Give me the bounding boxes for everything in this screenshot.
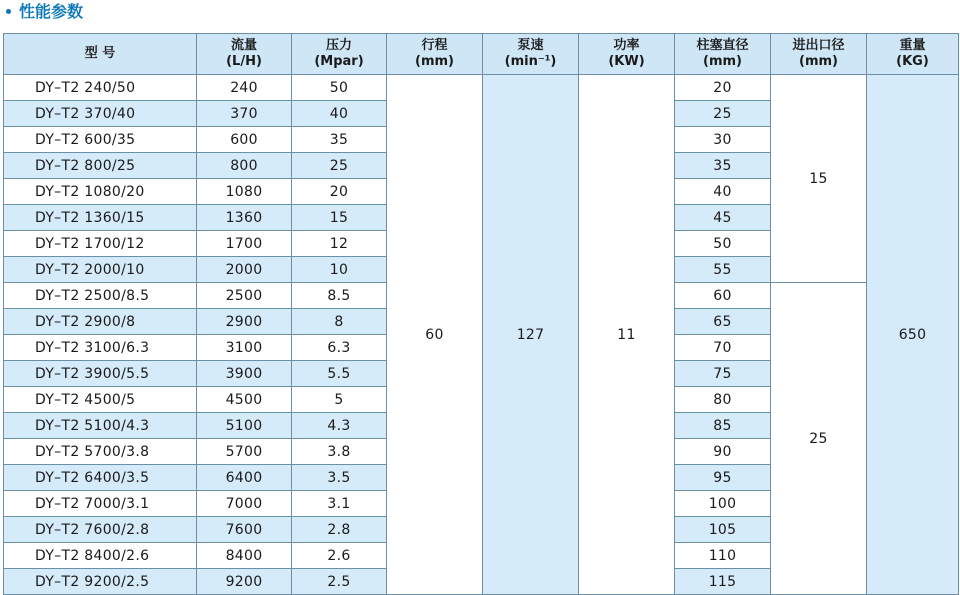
pressure-cell: 3.8: [292, 439, 387, 465]
plunger-cell: 45: [675, 205, 771, 231]
table-row: [4, 75, 959, 101]
header-flow: 流量 (L/H): [197, 34, 292, 75]
pressure-cell: 8: [292, 309, 387, 335]
bullet-dot-icon: [6, 9, 11, 14]
plunger-cell: 50: [675, 231, 771, 257]
model-cell: DY–T2 1700/12: [4, 231, 197, 257]
flow-cell: 1080: [197, 179, 292, 205]
flow-cell: 6400: [197, 465, 292, 491]
plunger-cell: 40: [675, 179, 771, 205]
flow-cell: 5100: [197, 413, 292, 439]
plunger-cell: 75: [675, 361, 771, 387]
plunger-cell: 60: [675, 283, 771, 309]
plunger-cell: 80: [675, 387, 771, 413]
flow-cell: 4500: [197, 387, 292, 413]
pressure-cell: 25: [292, 153, 387, 179]
model-cell: DY–T2 600/35: [4, 127, 197, 153]
header-stroke: 行程 (mm): [387, 34, 483, 75]
model-cell: DY–T2 2500/8.5: [4, 283, 197, 309]
flow-cell: 1360: [197, 205, 292, 231]
model-cell: DY–T2 3100/6.3: [4, 335, 197, 361]
model-cell: DY–T2 7600/2.8: [4, 517, 197, 543]
pressure-cell: 2.6: [292, 543, 387, 569]
power-cell: 11: [579, 75, 675, 595]
flow-cell: 3900: [197, 361, 292, 387]
pressure-cell: 20: [292, 179, 387, 205]
plunger-cell: 110: [675, 543, 771, 569]
pressure-cell: 6.3: [292, 335, 387, 361]
table-body: [4, 75, 959, 595]
section-title-text: 性能参数: [19, 2, 84, 21]
pressure-cell: 35: [292, 127, 387, 153]
header-plunger: 柱塞直径 (mm): [675, 34, 771, 75]
model-cell: DY–T2 8400/2.6: [4, 543, 197, 569]
model-cell: DY–T2 4500/5: [4, 387, 197, 413]
flow-cell: 600: [197, 127, 292, 153]
model-cell: DY–T2 2900/8: [4, 309, 197, 335]
model-cell: DY–T2 7000/3.1: [4, 491, 197, 517]
model-cell: DY–T2 5100/4.3: [4, 413, 197, 439]
pressure-cell: 3.1: [292, 491, 387, 517]
flow-cell: 8400: [197, 543, 292, 569]
pressure-cell: 2.8: [292, 517, 387, 543]
flow-cell: 2000: [197, 257, 292, 283]
performance-table: [3, 33, 959, 595]
model-cell: DY–T2 3900/5.5: [4, 361, 197, 387]
section-title: [0, 0, 83, 26]
flow-cell: 2500: [197, 283, 292, 309]
pressure-cell: 2.5: [292, 569, 387, 595]
port-cell: 15: [771, 75, 867, 283]
plunger-cell: 90: [675, 439, 771, 465]
pressure-cell: 4.3: [292, 413, 387, 439]
header-port: 进出口径 (mm): [771, 34, 867, 75]
header-model: 型 号: [4, 34, 197, 75]
header-power: 功率 (KW): [579, 34, 675, 75]
pressure-cell: 15: [292, 205, 387, 231]
model-cell: DY–T2 5700/3.8: [4, 439, 197, 465]
stroke-cell: 60: [387, 75, 483, 595]
header-pressure: 压力 (Mpar): [292, 34, 387, 75]
pressure-cell: 3.5: [292, 465, 387, 491]
plunger-cell: 25: [675, 101, 771, 127]
plunger-cell: 30: [675, 127, 771, 153]
header-weight: 重量 (KG): [867, 34, 959, 75]
pump-speed-cell: 127: [483, 75, 579, 595]
header-pump-speed: 泵速 (min⁻¹): [483, 34, 579, 75]
pressure-cell: 10: [292, 257, 387, 283]
flow-cell: 800: [197, 153, 292, 179]
model-cell: DY–T2 800/25: [4, 153, 197, 179]
plunger-cell: 70: [675, 335, 771, 361]
model-cell: DY–T2 370/40: [4, 101, 197, 127]
model-cell: DY–T2 1360/15: [4, 205, 197, 231]
plunger-cell: 115: [675, 569, 771, 595]
model-cell: DY–T2 6400/3.5: [4, 465, 197, 491]
plunger-cell: 65: [675, 309, 771, 335]
pressure-cell: 40: [292, 101, 387, 127]
model-cell: DY–T2 1080/20: [4, 179, 197, 205]
flow-cell: 2900: [197, 309, 292, 335]
pressure-cell: 12: [292, 231, 387, 257]
model-cell: DY–T2 240/50: [4, 75, 197, 101]
model-cell: DY–T2 9200/2.5: [4, 569, 197, 595]
port-cell: 25: [771, 283, 867, 595]
table-header-row: [4, 34, 959, 75]
flow-cell: 3100: [197, 335, 292, 361]
plunger-cell: 55: [675, 257, 771, 283]
pressure-cell: 5.5: [292, 361, 387, 387]
flow-cell: 7600: [197, 517, 292, 543]
model-cell: DY–T2 2000/10: [4, 257, 197, 283]
plunger-cell: 85: [675, 413, 771, 439]
plunger-cell: 100: [675, 491, 771, 517]
flow-cell: 370: [197, 101, 292, 127]
flow-cell: 9200: [197, 569, 292, 595]
weight-cell: 650: [867, 75, 959, 595]
flow-cell: 1700: [197, 231, 292, 257]
plunger-cell: 20: [675, 75, 771, 101]
plunger-cell: 105: [675, 517, 771, 543]
pressure-cell: 8.5: [292, 283, 387, 309]
flow-cell: 7000: [197, 491, 292, 517]
plunger-cell: 35: [675, 153, 771, 179]
flow-cell: 240: [197, 75, 292, 101]
pressure-cell: 5: [292, 387, 387, 413]
flow-cell: 5700: [197, 439, 292, 465]
plunger-cell: 95: [675, 465, 771, 491]
pressure-cell: 50: [292, 75, 387, 101]
